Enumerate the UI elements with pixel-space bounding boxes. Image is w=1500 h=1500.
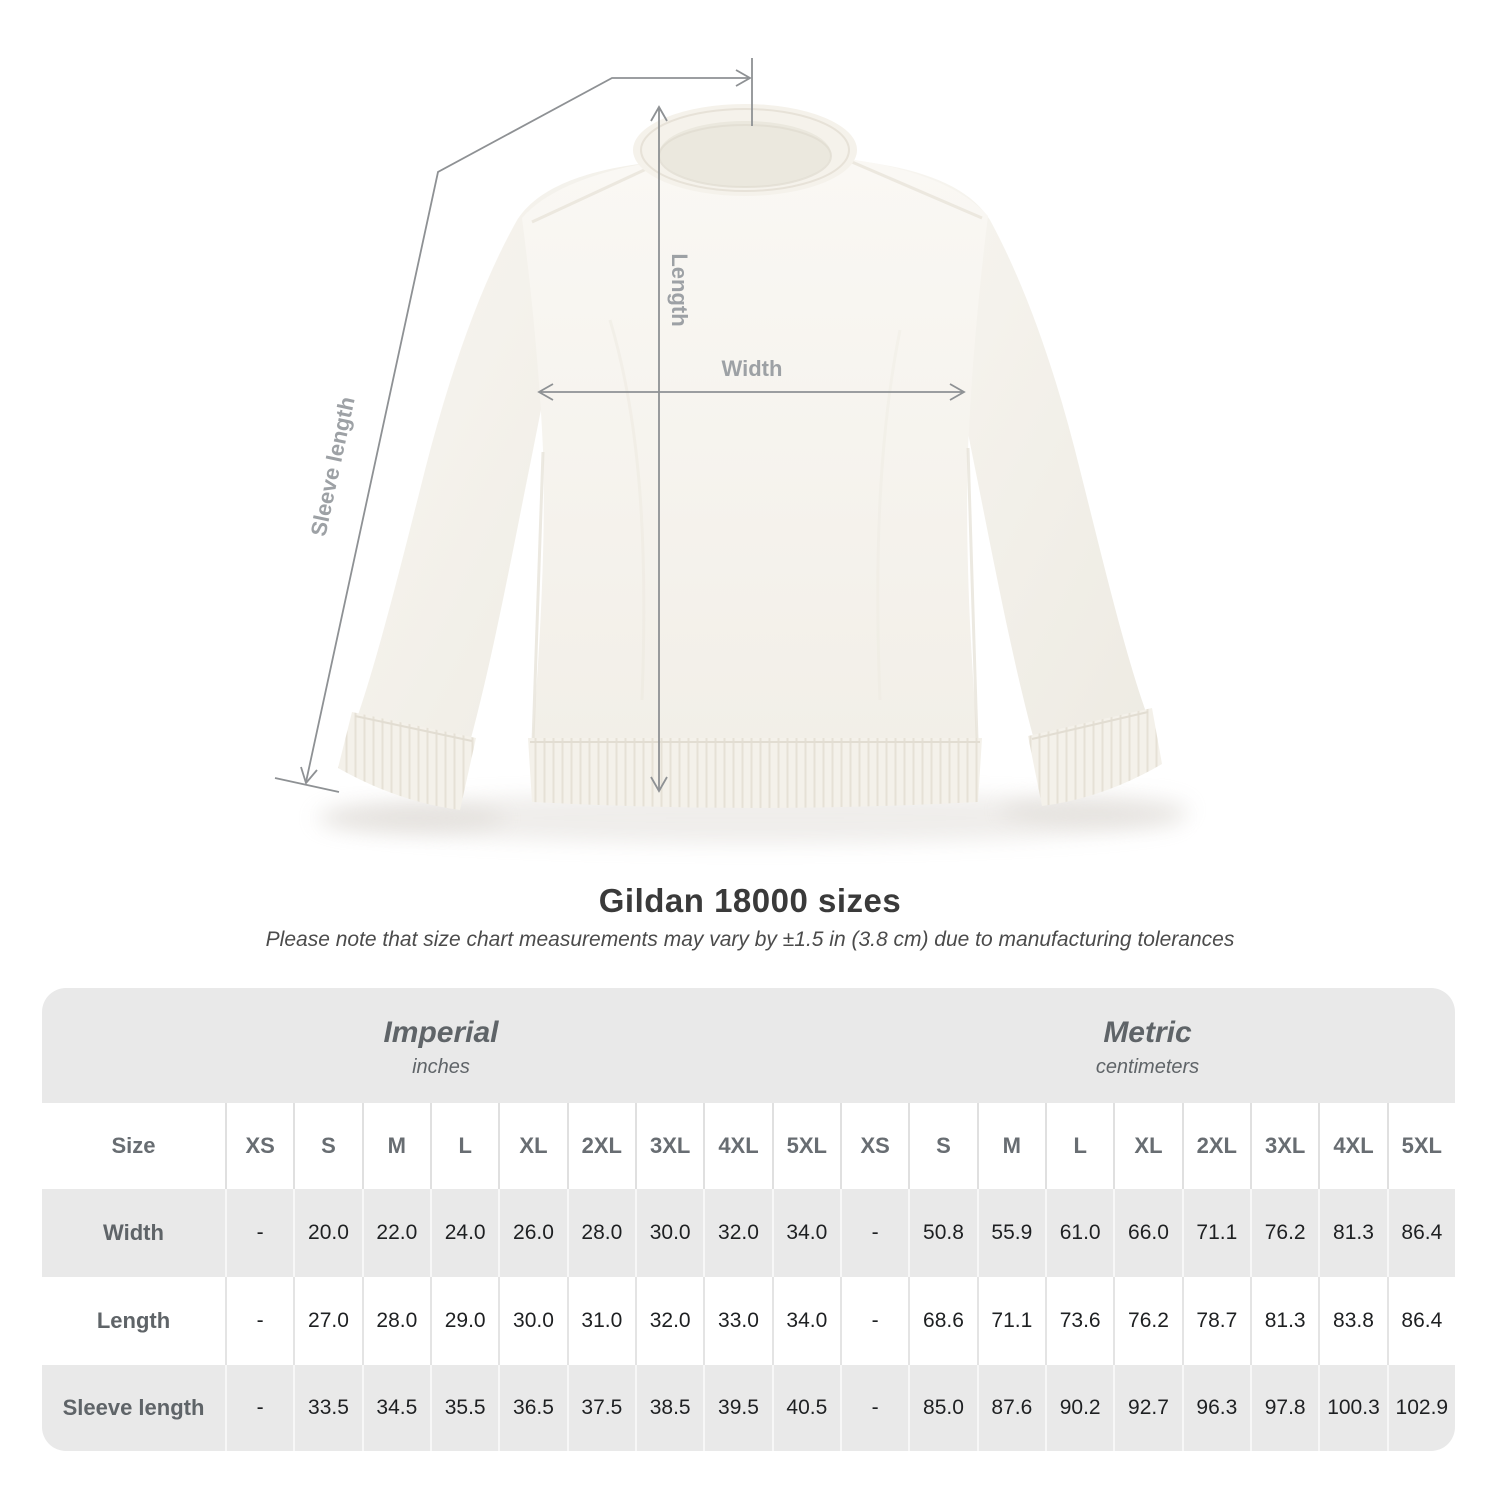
value-cell: 40.5 bbox=[772, 1365, 840, 1451]
value-cell: 61.0 bbox=[1045, 1189, 1113, 1277]
tolerance-note: Please note that size chart measurements may vary by ±1.5 in (3.8 cm) due to manufacturing tolerances bbox=[265, 928, 1235, 951]
value-cell: 76.2 bbox=[1250, 1189, 1318, 1277]
row-label: Sleeve length bbox=[62, 1395, 205, 1420]
size-cell: 2XL bbox=[1182, 1103, 1250, 1189]
value-cell: 85.0 bbox=[908, 1365, 976, 1451]
chart-title: Gildan 18000 sizes bbox=[598, 882, 902, 919]
value-cell: 30.0 bbox=[635, 1189, 703, 1277]
value-cell: - bbox=[225, 1365, 293, 1451]
value-cell: 20.0 bbox=[293, 1189, 361, 1277]
value-cell: 87.6 bbox=[977, 1365, 1045, 1451]
size-cell: L bbox=[1045, 1103, 1113, 1189]
value-cell: 90.2 bbox=[1045, 1365, 1113, 1451]
size-col-header: Size bbox=[111, 1133, 156, 1158]
value-cell: 86.4 bbox=[1387, 1277, 1455, 1365]
size-cell: 3XL bbox=[1250, 1103, 1318, 1189]
value-cell: 33.5 bbox=[293, 1365, 361, 1451]
value-cell: 32.0 bbox=[635, 1277, 703, 1365]
collar bbox=[633, 104, 857, 196]
value-cell: 73.6 bbox=[1045, 1277, 1113, 1365]
length-label: Length bbox=[667, 253, 692, 327]
value-cell: 78.7 bbox=[1182, 1277, 1250, 1365]
row-label: Length bbox=[96, 1308, 171, 1333]
imperial-header bbox=[42, 988, 840, 1103]
size-cell: M bbox=[362, 1103, 430, 1189]
value-cell: 86.4 bbox=[1387, 1189, 1455, 1277]
value-cell: - bbox=[840, 1277, 908, 1365]
value-cell: 27.0 bbox=[293, 1277, 361, 1365]
size-cell: 4XL bbox=[703, 1103, 771, 1189]
value-cell: 26.0 bbox=[498, 1189, 566, 1277]
width-row bbox=[42, 1189, 1455, 1277]
value-cell: 96.3 bbox=[1182, 1365, 1250, 1451]
metric-title: Metric bbox=[1103, 1016, 1192, 1049]
length-row bbox=[42, 1277, 1455, 1365]
sleeve-length-row bbox=[42, 1365, 1455, 1451]
value-cell: 37.5 bbox=[567, 1365, 635, 1451]
value-cell: - bbox=[225, 1189, 293, 1277]
value-cell: 76.2 bbox=[1113, 1277, 1181, 1365]
value-cell: 81.3 bbox=[1318, 1189, 1386, 1277]
size-header-row bbox=[42, 1103, 1455, 1189]
value-cell: 100.3 bbox=[1318, 1365, 1386, 1451]
size-cell: S bbox=[908, 1103, 976, 1189]
value-cell: 31.0 bbox=[567, 1277, 635, 1365]
value-cell: 36.5 bbox=[498, 1365, 566, 1451]
value-cell: 55.9 bbox=[977, 1189, 1045, 1277]
value-cell: 81.3 bbox=[1250, 1277, 1318, 1365]
size-cell: 4XL bbox=[1318, 1103, 1386, 1189]
value-cell: 22.0 bbox=[362, 1189, 430, 1277]
value-cell: 28.0 bbox=[567, 1189, 635, 1277]
imperial-title: Imperial bbox=[383, 1016, 499, 1049]
value-cell: 50.8 bbox=[908, 1189, 976, 1277]
size-cell: 2XL bbox=[567, 1103, 635, 1189]
value-cell: 32.0 bbox=[703, 1189, 771, 1277]
value-cell: 102.9 bbox=[1387, 1365, 1455, 1451]
size-cell: XL bbox=[498, 1103, 566, 1189]
metric-header bbox=[840, 988, 1455, 1103]
waistband bbox=[528, 738, 982, 808]
size-cell: XS bbox=[840, 1103, 908, 1189]
value-cell: 24.0 bbox=[430, 1189, 498, 1277]
size-cell: L bbox=[430, 1103, 498, 1189]
value-cell: - bbox=[225, 1277, 293, 1365]
size-cell: 5XL bbox=[1387, 1103, 1455, 1189]
value-cell: 30.0 bbox=[498, 1277, 566, 1365]
metric-unit: centimeters bbox=[1095, 1056, 1200, 1078]
width-label: Width bbox=[721, 356, 783, 381]
value-cell: 92.7 bbox=[1113, 1365, 1181, 1451]
value-cell: 35.5 bbox=[430, 1365, 498, 1451]
value-cell: 39.5 bbox=[703, 1365, 771, 1451]
value-cell: 66.0 bbox=[1113, 1189, 1181, 1277]
value-cell: 71.1 bbox=[977, 1277, 1045, 1365]
value-cell: 34.5 bbox=[362, 1365, 430, 1451]
value-cell: - bbox=[840, 1365, 908, 1451]
size-cell: 5XL bbox=[772, 1103, 840, 1189]
value-cell: 97.8 bbox=[1250, 1365, 1318, 1451]
body-panel bbox=[522, 153, 988, 745]
value-cell: 33.0 bbox=[703, 1277, 771, 1365]
row-label: Width bbox=[103, 1220, 164, 1245]
value-cell: 28.0 bbox=[362, 1277, 430, 1365]
value-cell: - bbox=[840, 1189, 908, 1277]
value-cell: 71.1 bbox=[1182, 1189, 1250, 1277]
value-cell: 34.0 bbox=[772, 1189, 840, 1277]
size-cell: 3XL bbox=[635, 1103, 703, 1189]
unit-header-band bbox=[42, 988, 1455, 1103]
value-cell: 68.6 bbox=[908, 1277, 976, 1365]
value-cell: 38.5 bbox=[635, 1365, 703, 1451]
size-cell: M bbox=[977, 1103, 1045, 1189]
imperial-unit: inches bbox=[412, 1056, 470, 1078]
size-cell: XL bbox=[1113, 1103, 1181, 1189]
value-cell: 83.8 bbox=[1318, 1277, 1386, 1365]
size-cell: XS bbox=[225, 1103, 293, 1189]
sleeve-length-label: Sleeve length bbox=[305, 394, 360, 539]
size-cell: S bbox=[293, 1103, 361, 1189]
value-cell: 29.0 bbox=[430, 1277, 498, 1365]
size-table bbox=[42, 988, 1455, 1451]
value-cell: 34.0 bbox=[772, 1277, 840, 1365]
